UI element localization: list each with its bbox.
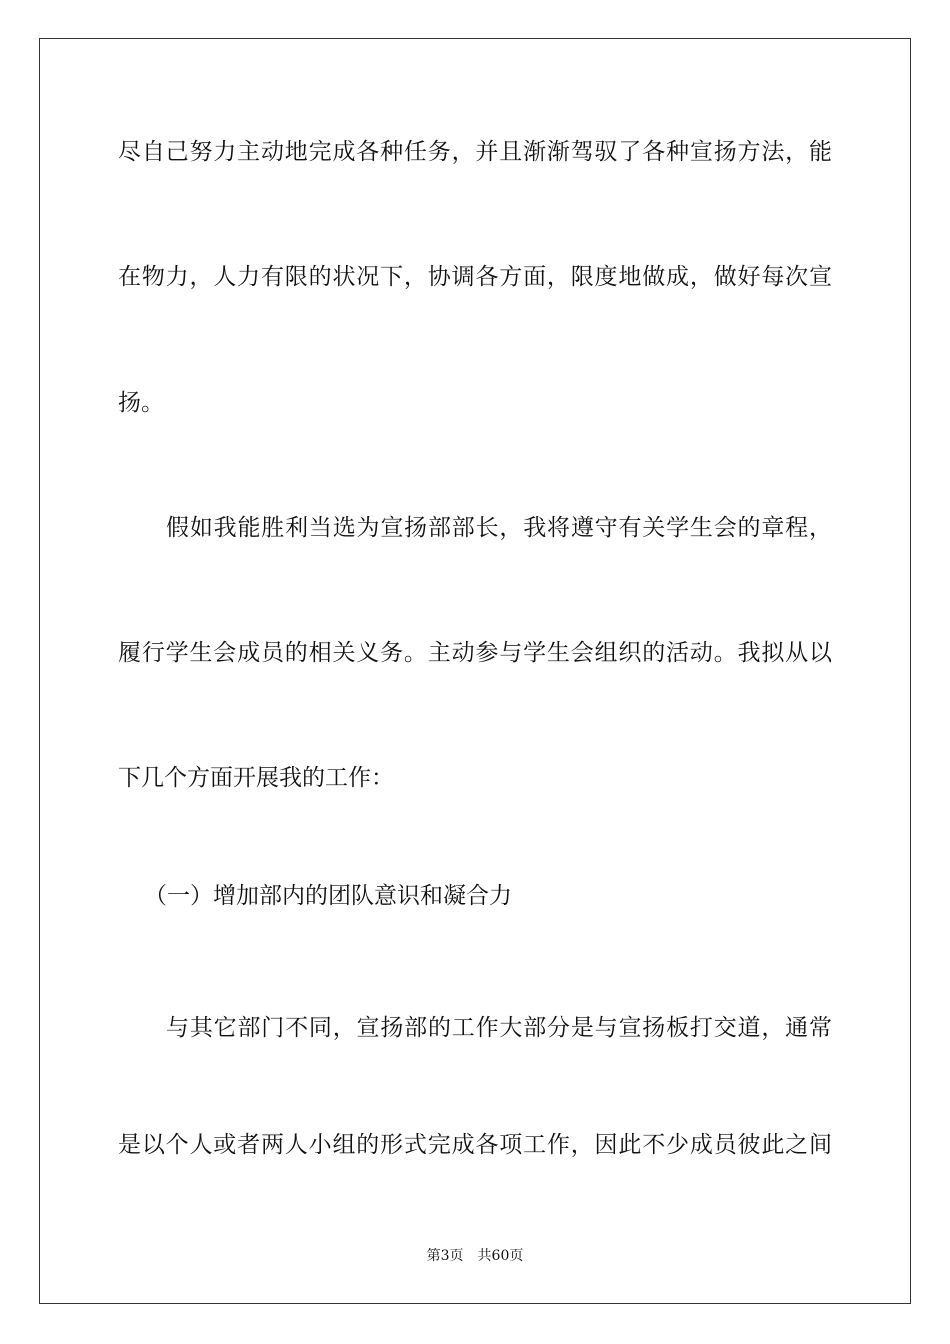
section-heading: （一）增加部内的团队意识和凝合力 (144, 883, 512, 909)
page-number: 第3页 (426, 1248, 464, 1264)
body-line-9: 是以个人或者两人小组的形式完成各项工作，因此不少成员彼此之间 (118, 1132, 832, 1158)
page-total: 共60页 (477, 1248, 524, 1264)
page-border (39, 38, 911, 1304)
body-line-3: 扬。 (118, 390, 164, 416)
page-footer (0, 1247, 950, 1265)
body-line-1: 尽自己努力主动地完成各种任务，并且渐渐驾驭了各种宣扬方法，能 (118, 139, 832, 165)
body-line-8: 与其它部门不同，宣扬部的工作大部分是与宣扬板打交道，通常 (166, 1015, 832, 1041)
body-line-4: 假如我能胜利当选为宣扬部部长，我将遵守有关学生会的章程， (166, 515, 832, 541)
body-line-5: 履行学生会成员的相关义务。主动参与学生会组织的活动。我拟从以 (118, 640, 832, 666)
body-line-6: 下几个方面开展我的工作： (118, 765, 394, 791)
body-line-2: 在物力，人力有限的状况下，协调各方面，限度地做成，做好每次宣 (118, 264, 832, 290)
